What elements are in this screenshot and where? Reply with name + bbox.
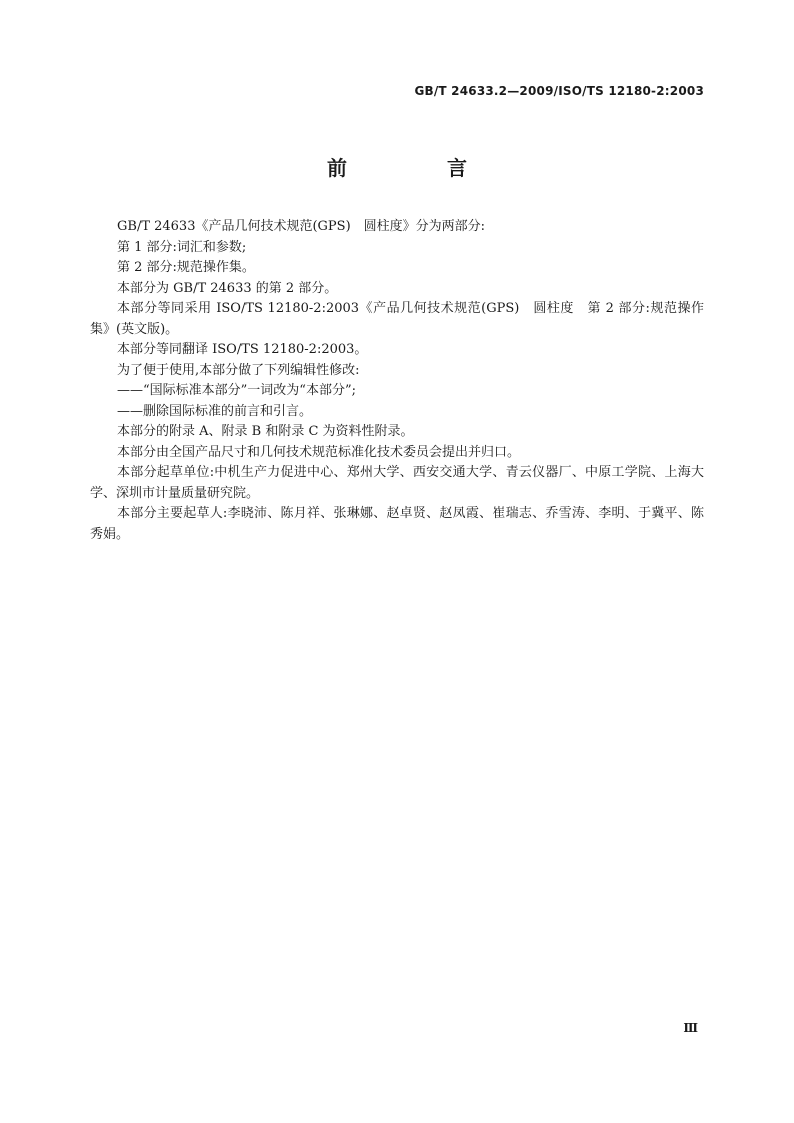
paragraph-editorial-changes: 为了便于使用,本部分做了下列编辑性修改: xyxy=(117,362,360,378)
paragraph-parts-intro: GB/T 24633《产品几何技术规范(GPS) 圆柱度》分为两部分: xyxy=(117,219,486,234)
paragraph-proposed-by: 本部分由全国产品尺寸和几何技术规范标准化技术委员会提出并归口。 xyxy=(117,444,521,460)
paragraph-change-2: ——删除国际标准的前言和引言。 xyxy=(117,403,313,419)
paragraph-this-part: 本部分为 GB/T 24633 的第 2 部分。 xyxy=(117,280,338,296)
paragraph-change-1: ——“国际标准本部分”一词改为“本部分”; xyxy=(117,383,356,398)
paragraph-drafters: 本部分主要起草人:李晓沛、陈月祥、张琳娜、赵卓贤、赵凤霞、崔瑞志、乔雪涛、李明、于冀平、陈秀娟。 xyxy=(90,506,704,542)
paragraph-part-1: 第 1 部分:词汇和参数; xyxy=(117,239,247,255)
paragraph-drafting-units: 本部分起草单位:中机生产力促进中心、郑州大学、西安交通大学、青云仪器厂、中原工学院、上海大学、深圳市计量质量研究院。 xyxy=(90,465,704,501)
page-title: 前 言 xyxy=(327,156,507,180)
paragraph-equivalent-adoption: 本部分等同采用 ISO/TS 12180-2:2003《产品几何技术规范(GPS) 圆柱度 第 2 部分:规范操作集》(英文版)。 xyxy=(90,301,704,337)
paragraph-part-2: 第 2 部分:规范操作集。 xyxy=(117,260,255,275)
foreword-body xyxy=(90,217,704,545)
standard-code-header: GB/T 24633.2—2009/ISO/TS 12180-2:2003 xyxy=(414,84,704,98)
paragraph-annexes: 本部分的附录 A、附录 B 和附录 C 为资料性附录。 xyxy=(117,424,414,439)
page-number: Ⅲ xyxy=(683,1021,698,1035)
paragraph-translation: 本部分等同翻译 ISO/TS 12180-2:2003。 xyxy=(117,342,368,357)
